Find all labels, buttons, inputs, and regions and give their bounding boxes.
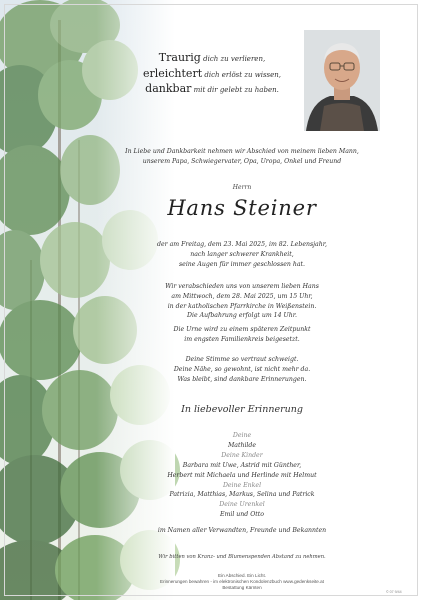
print-code: © 07 9/44 <box>386 590 402 594</box>
funeral-paragraph <box>80 282 404 321</box>
title-herrn: Herrn <box>232 184 252 191</box>
mourner-children: Herbert mit Michaela und Herlinde mit Helmut <box>167 471 317 479</box>
footer <box>80 573 404 592</box>
paragraph-line: im engsten Familienkreis beigesetzt. <box>184 335 300 343</box>
intro-line: In Liebe und Dankbarkeit nehmen wir Abschied von meinem lieben Mann, <box>125 148 359 155</box>
deceased-name: Hans Steiner <box>167 196 317 220</box>
paragraph-line: in der katholischen Pfarrkirche in Weißenstein. <box>167 302 317 310</box>
paragraph-line: Wir verabschieden uns von unserem lieben Hans <box>165 283 319 290</box>
paragraph-line: Deine Stimme so vertraut schweigt. <box>185 356 299 363</box>
mourner-greatgrandchildren: Emil und Otto <box>220 511 264 519</box>
others-line: im Namen aller Verwandten, Freunde und Bekannten <box>157 527 327 534</box>
portrait-photo <box>304 30 380 131</box>
paragraph-line: Die Urne wird zu einem späteren Zeitpunkt <box>173 326 311 333</box>
flowers-note: Wir bitten von Kranz- und Blumenspenden Abstand zu nehmen. <box>158 554 326 560</box>
relation-label-children: Deine Kinder <box>221 451 263 459</box>
memory-heading: In liebevoller Erinnerung <box>181 404 303 415</box>
footer-line: Erinnerungen bewahren - im elektronischen Kondolenzbuch www.gedenkseite.at <box>160 579 324 585</box>
paragraph-line: am Mittwoch, dem 28. Mai 2025, um 15 Uhr, <box>171 292 313 300</box>
death-paragraph <box>80 240 404 269</box>
paragraph-line: nach langer schwerer Krankheit, <box>190 250 294 258</box>
footer-line: Bestattung Kärnten <box>222 585 262 591</box>
paragraph-line: Die Aufbahrung erfolgt um 14 Uhr. <box>187 312 297 320</box>
mourners-list <box>80 431 404 520</box>
mourner-wife: Mathilde <box>227 441 257 449</box>
paragraph-line: Was bleibt, sind dankbare Erinnerungen. <box>177 375 307 383</box>
paragraph-line: seine Augen für immer geschlossen hat. <box>178 260 305 268</box>
verse-line-3: dankbar mit dir gelebt zu haben. <box>145 82 279 95</box>
mourner-children: Barbara mit Uwe, Astrid mit Günther, <box>182 461 302 469</box>
intro-line: unserem Papa, Schwiegervater, Opa, Uropa, Onkel und Freund <box>142 158 342 165</box>
footer-line: Ein Abschied. Ein Licht. <box>217 573 266 578</box>
urn-paragraph <box>80 325 404 345</box>
paragraph-line: der am Freitag, dem 23. Mai 2025, im 82. Lebensjahr, <box>157 241 327 248</box>
opening-verse <box>112 51 312 98</box>
verse-line-2: erleichtert dich erlöst zu wissen, <box>142 66 282 80</box>
verse-line-1: Traurig dich zu verlieren, <box>158 51 266 64</box>
relation-label-wife: Deine <box>232 432 252 439</box>
relation-label-greatgrandchildren: Deine Urenkel <box>219 501 265 509</box>
intro-text <box>80 147 404 167</box>
paragraph-line: Deine Nähe, so gewohnt, ist nicht mehr da. <box>173 365 311 373</box>
relation-label-grandchildren: Deine Enkel <box>222 481 262 489</box>
voice-paragraph <box>80 355 404 384</box>
mourner-grandchildren: Patrizia, Matthias, Markus, Selina und Patrick <box>169 491 315 499</box>
